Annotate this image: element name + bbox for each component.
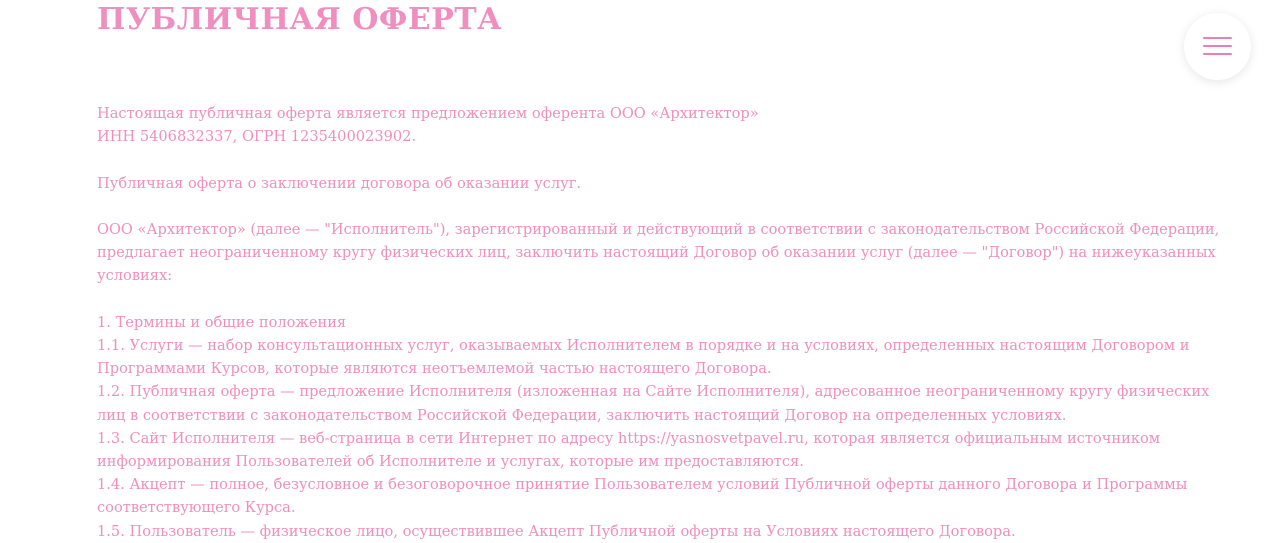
offer-text: [97, 102, 1225, 543]
paragraph-spacer: [97, 148, 1225, 171]
text-line: соответствующего Курса.: [97, 499, 296, 517]
text-line: ООО «Архитектор» (далее — "Исполнитель"), зарегистрированный и действующий в соответствии с законодательством Российской Федерации,: [97, 220, 1220, 238]
text-line: 1.5. Пользователь — физическое лицо, осуществившее Акцепт Публичной оферты на Условиях настоящего Договора.: [97, 522, 1016, 540]
text-line: предлагает неограниченному кругу физических лиц, заключить настоящий Договор об оказании услуг (далее — "Договор") на нижеуказанных: [97, 244, 1216, 262]
hamburger-menu-icon: [1203, 37, 1232, 39]
text-line: 1.4. Акцепт — полное, безусловное и безоговорочное принятие Пользователем условий Публичной оферты данного Договора и Программы: [97, 476, 1188, 494]
text-line: ИНН 5406832337, ОГРН 1235400023902.: [97, 128, 417, 146]
text-line: лиц в соответствии с законодательством Российской Федерации, заключить настоящий Договор на определенных условиях.: [97, 406, 1067, 424]
text-line: Настоящая публичная оферта является предложением оферента ООО «Архитектор»: [97, 105, 759, 122]
page-title: ПУБЛИЧНАЯ ОФЕРТА: [97, 2, 503, 37]
section-heading: 1. Термины и общие положения: [97, 313, 347, 331]
paragraph-spacer: [97, 288, 1225, 311]
text-line: 1.2. Публичная оферта — предложение Исполнителя (изложенная на Сайте Исполнителя), адресованное неограниченному кругу физических: [97, 383, 1210, 401]
text-line: Публичная оферта о заключении договора об оказании услуг.: [97, 174, 581, 192]
hamburger-menu-icon-bar: [1203, 45, 1232, 47]
menu-button[interactable]: [1184, 13, 1251, 80]
text-line: 1.1. Услуги — набор консультационных услуг, оказываемых Исполнителем в порядке и на условиях, определенных настоящим Договором и: [97, 336, 1190, 354]
paragraph-spacer: [97, 195, 1225, 218]
text-line: 1.3. Сайт Исполнителя — веб-страница в сети Интернет по адресу https://yasnosvetpavel.ru, которая является официальным источником: [97, 429, 1161, 447]
text-line: информирования Пользователей об Исполнителе и услугах, которые им предоставляются.: [97, 453, 804, 470]
hamburger-menu-icon-bar: [1203, 53, 1232, 55]
text-line: Программами Курсов, которые являются неотъемлемой частью настоящего Договора.: [97, 360, 772, 378]
text-line: условиях:: [97, 267, 173, 285]
